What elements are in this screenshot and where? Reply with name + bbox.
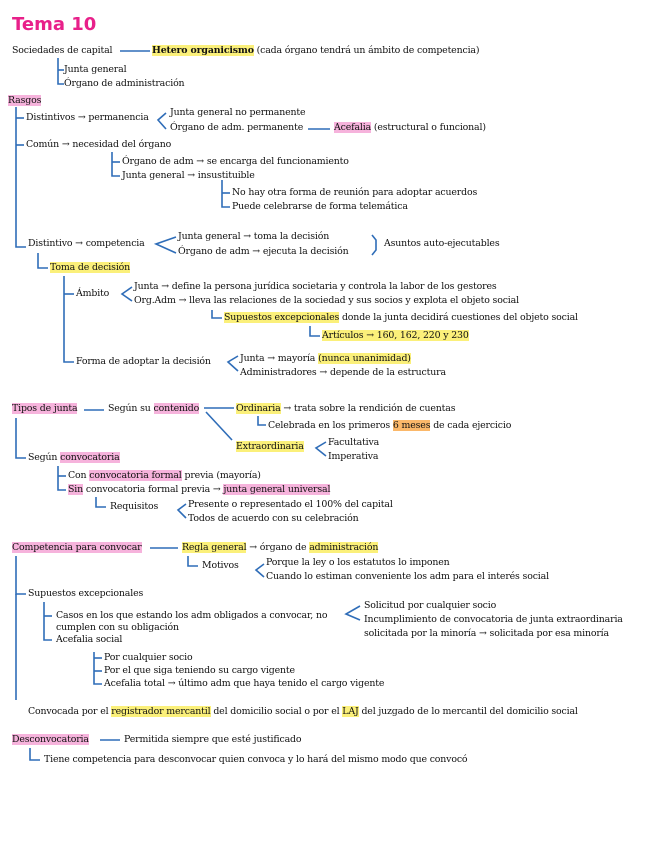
celebrada-text: Celebrada en los primeros — [268, 420, 393, 431]
segun-label: Según su — [108, 403, 154, 414]
desconvocatoria-heading — [12, 734, 89, 746]
comun-necesidad: Común → necesidad del órgano — [26, 139, 172, 150]
junta-universal-highlight: junta general universal — [223, 484, 331, 495]
registrador-highlight: registrador mercantil — [111, 706, 211, 717]
junta-general-item: Junta general — [64, 64, 127, 75]
nunca-unanimidad-highlight: (nunca unanimidad) — [318, 353, 411, 364]
junta-toma-decision: Junta general → toma la decisión — [178, 231, 330, 242]
por-cualquier-socio: Por cualquier socio — [104, 652, 193, 663]
incumplimiento-convocatoria: Incumplimiento de convocatoria de junta extraordinaria — [364, 614, 623, 625]
supuestos-note: donde la junta decidirá cuestiones del objeto social — [339, 312, 578, 323]
junta-mayoria: Junta → mayoría — [240, 353, 319, 364]
imperativa-item: Imperativa — [328, 451, 379, 462]
junta-mayoria-line — [240, 353, 411, 365]
extraordinaria-line — [236, 441, 304, 453]
sin-convocatoria-line — [68, 484, 330, 496]
organo-ejecuta: Órgano de adm → ejecuta la decisión — [178, 246, 349, 257]
acefalia-line — [334, 122, 486, 134]
seis-meses-highlight: 6 meses — [392, 420, 431, 431]
organo-de-text: → órgano de — [246, 542, 310, 553]
ordinaria-highlight: Ordinaria — [236, 403, 281, 414]
organo-admin-item: Órgano de administración — [64, 78, 185, 89]
requisito-capital: Presente o representado el 100% del capital — [188, 499, 393, 510]
segun-label-2: Según — [28, 452, 61, 463]
solicitada-minoria: solicitada por la minoría → solicitada por esa minoría — [364, 628, 609, 639]
requisitos-label: Requisitos — [110, 501, 159, 512]
competencia-convocar-heading — [12, 542, 142, 554]
distintivo-competencia: Distintivo → competencia — [28, 238, 145, 249]
administracion-highlight: administración — [309, 542, 379, 553]
motivo-conveniente: Cuando lo estiman conveniente los adm para el interés social — [266, 571, 549, 582]
heteroorganicismo-line — [152, 45, 479, 57]
sin-convocatoria-text: convocatoria formal previa → — [83, 484, 224, 495]
distintivos-permanencia: Distintivos → permanencia — [26, 112, 149, 123]
convocada-text: Convocada por el — [28, 706, 112, 717]
rasgos-highlight: Rasgos — [8, 95, 42, 106]
ejercicio-text: de cada ejercicio — [430, 420, 512, 431]
motivo-ley: Porque la ley o los estatutos lo imponen — [266, 557, 450, 568]
regla-general-line — [182, 542, 378, 554]
orgadm-relaciones: Org.Adm → lleva las relaciones de la sociedad y sus socios y explota el objeto social — [134, 295, 519, 306]
por-cargo-vigente: Por el que siga teniendo su cargo vigente — [104, 665, 295, 676]
heteroorganicismo-note: (cada órgano tendrá un ámbito de competencia) — [253, 45, 480, 56]
cumplen-obligacion: cumplen con su obligación — [56, 622, 179, 633]
administradores-estructura: Administradores → depende de la estructura — [240, 367, 446, 378]
tipos-junta-highlight: Tipos de junta — [12, 403, 78, 414]
forma-telematica: Puede celebrarse de forma telemática — [232, 201, 408, 212]
contenido-highlight: contenido — [153, 403, 200, 414]
segun-contenido-line — [108, 403, 199, 415]
forma-adoptar-label: Forma de adoptar la decisión — [76, 356, 211, 367]
junta-insustituible: Junta general → insustituible — [122, 170, 255, 181]
laj-highlight: LAJ — [342, 706, 359, 717]
toma-decision-heading — [50, 262, 130, 274]
supuestos-highlight: Supuestos excepcionales — [224, 312, 340, 323]
convocada-registrador-line — [28, 706, 578, 718]
convocatoria-formal-highlight: convocatoria formal — [89, 470, 182, 481]
competencia-desconvocar: Tiene competencia para desconvocar quien convoca y lo hará del mismo modo que convocó — [44, 754, 468, 765]
acefalia-note: (estructural o funcional) — [371, 122, 486, 133]
casos-obligados: Casos en los que estando los adm obligados a convocar, no — [56, 610, 328, 621]
ordinaria-line — [236, 403, 455, 415]
toma-decision-highlight: Toma de decisión — [50, 262, 131, 273]
junta-define: Junta → define la persona jurídica societaria y controla la labor de los gestores — [134, 281, 497, 292]
supuestos-excepcionales-heading: Supuestos excepcionales — [28, 588, 144, 599]
facultativa-item: Facultativa — [328, 437, 380, 448]
regla-general-highlight: Regla general — [182, 542, 247, 553]
asuntos-auto-ejecutables: Asuntos auto-ejecutables — [384, 238, 500, 249]
acefalia-total: Acefalia total → último adm que haya tenido el cargo vigente — [104, 678, 385, 689]
con-label: Con — [68, 470, 90, 481]
domicilio-text: del domicilio social o por el — [210, 706, 343, 717]
previa-mayoria: previa (mayoría) — [181, 470, 261, 481]
articulos-line — [322, 330, 469, 342]
sociedades-capital-label: Sociedades de capital — [12, 45, 113, 56]
organo-permanente: Órgano de adm. permanente — [170, 122, 304, 133]
acefalia-highlight: Acefalia — [334, 122, 372, 133]
segun-convocatoria-line — [28, 452, 120, 464]
celebrada-line — [268, 420, 511, 432]
junta-no-permanente: Junta general no permanente — [170, 107, 306, 118]
organo-funcionamiento: Órgano de adm → se encarga del funcionamiento — [122, 156, 349, 167]
page-title: Tema 10 — [12, 14, 97, 35]
convocatoria-highlight: convocatoria — [60, 452, 120, 463]
heteroorganicismo-highlight: Hetero organicismo — [152, 45, 254, 56]
solicitud-socio: Solicitud por cualquier socio — [364, 600, 497, 611]
acefalia-social: Acefalia social — [56, 634, 123, 645]
extraordinaria-highlight: Extraordinaria — [236, 441, 304, 452]
supuestos-excepcionales-line — [224, 312, 578, 324]
desconvocatoria-highlight: Desconvocatoria — [12, 734, 89, 745]
articulos-highlight: Artículos → 160, 162, 220 y 230 — [322, 330, 469, 341]
con-convocatoria-line — [68, 470, 261, 482]
competencia-highlight: Competencia para convocar — [12, 542, 142, 553]
ambito-label: Ámbito — [76, 288, 110, 299]
rasgos-heading — [8, 95, 41, 107]
permitida-justificado: Permitida siempre que esté justificado — [124, 734, 302, 745]
ordinaria-note: → trata sobre la rendición de cuentas — [280, 403, 456, 414]
motivos-label: Motivos — [202, 560, 239, 571]
no-otra-forma: No hay otra forma de reunión para adoptar acuerdos — [232, 187, 478, 198]
juzgado-text: del juzgado de lo mercantil del domicilio social — [358, 706, 578, 717]
requisito-acuerdo: Todos de acuerdo con su celebración — [188, 513, 359, 524]
sin-highlight: Sin — [68, 484, 84, 495]
tipos-junta-heading — [12, 403, 77, 415]
